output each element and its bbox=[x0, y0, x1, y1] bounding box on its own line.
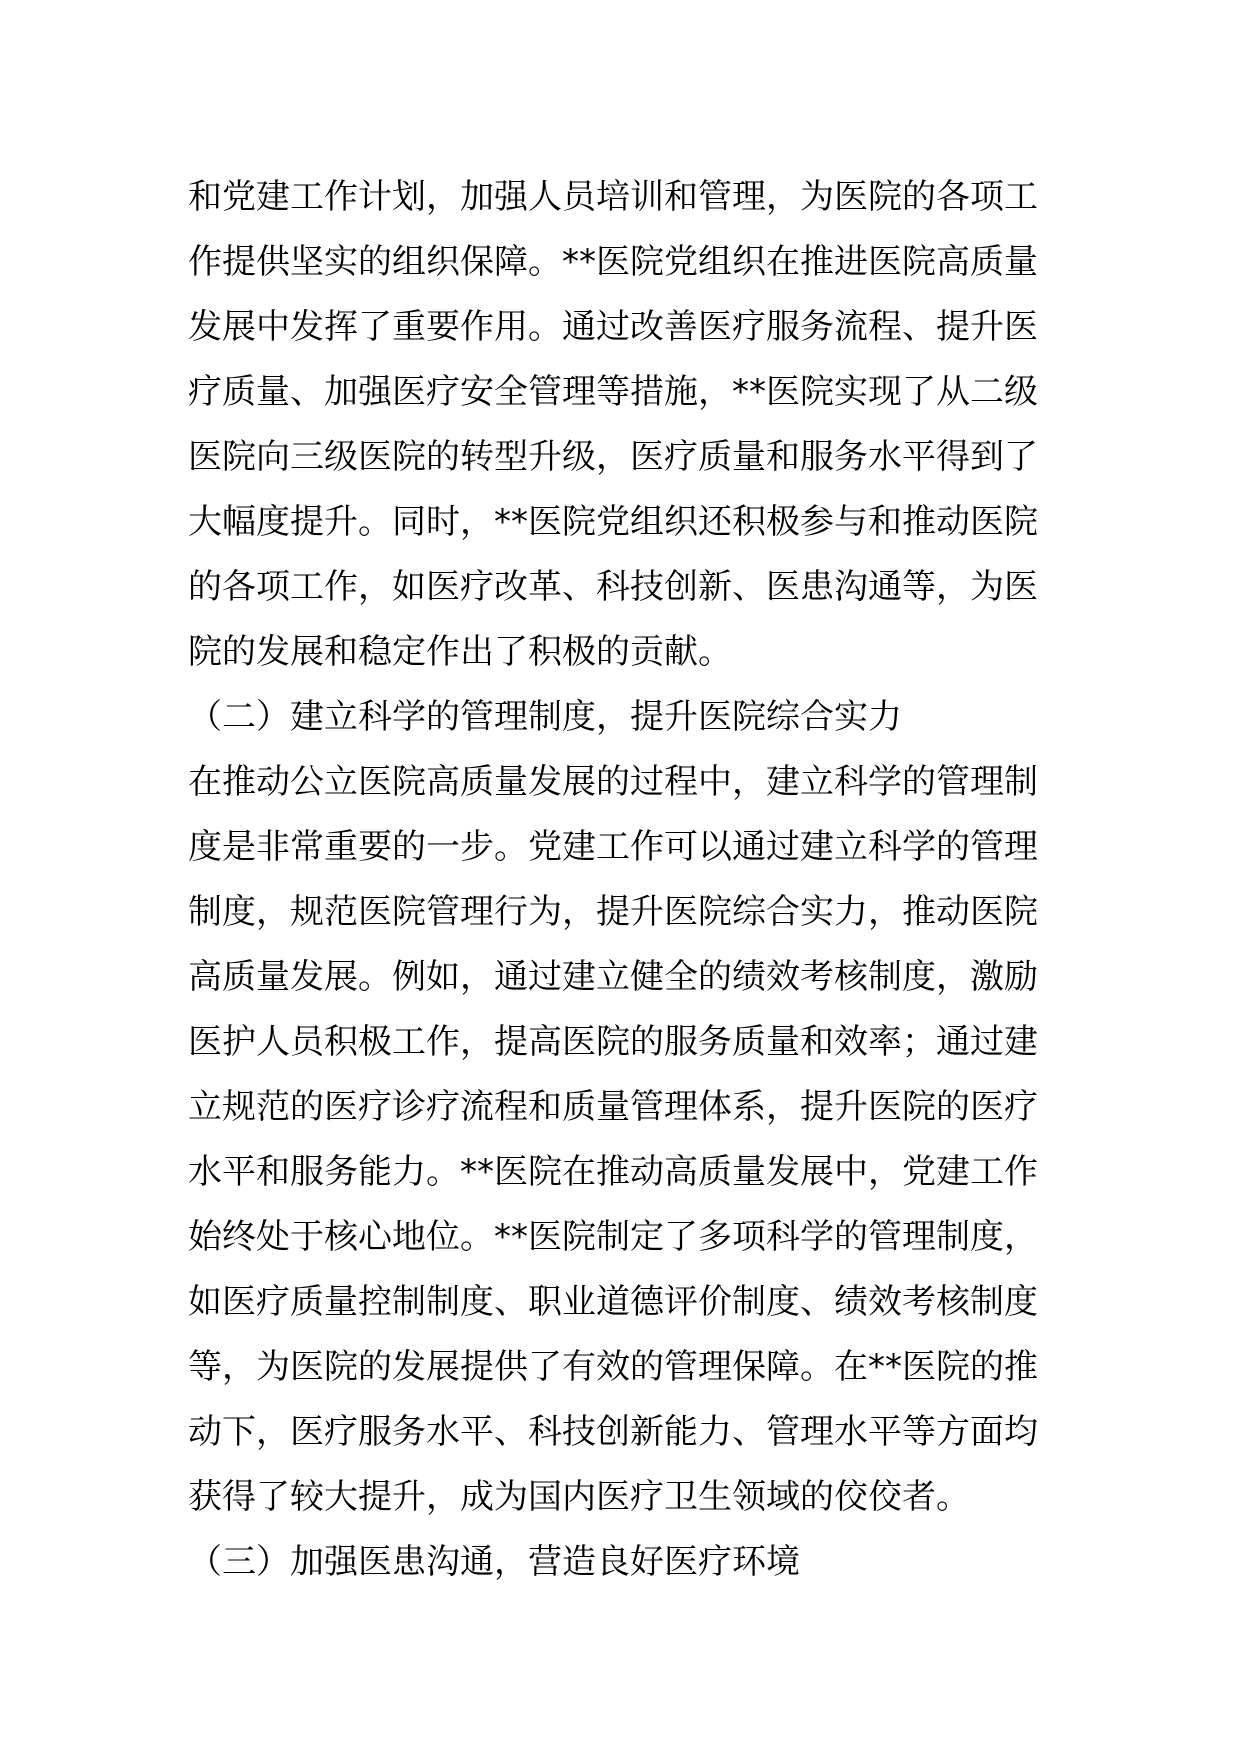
text-line: 发展中发挥了重要作用。通过改善医疗服务流程、提升医 bbox=[188, 307, 1038, 347]
paragraph-1 bbox=[188, 165, 1068, 685]
text-line: 如医疗质量控制制度、职业道德评价制度、绩效考核制度 bbox=[188, 1282, 1038, 1322]
text-line: 水平和服务能力。**医院在推动高质量发展中，党建工作 bbox=[188, 1152, 1038, 1192]
paragraph-2 bbox=[188, 750, 1068, 1530]
text-line: 医院向三级医院的转型升级，医疗质量和服务水平得到了 bbox=[188, 437, 1038, 477]
text-line: 院的发展和稳定作出了积极的贡献。 bbox=[188, 632, 732, 672]
section-heading-3: （三）加强医患沟通，营造良好医疗环境 bbox=[188, 1542, 800, 1582]
text-line: 动下，医疗服务水平、科技创新能力、管理水平等方面均 bbox=[188, 1412, 1038, 1452]
text-line: 高质量发展。例如，通过建立健全的绩效考核制度，激励 bbox=[188, 957, 1038, 997]
document-body bbox=[188, 165, 1068, 1595]
text-line: 立规范的医疗诊疗流程和质量管理体系，提升医院的医疗 bbox=[188, 1087, 1038, 1127]
text-line: 作提供坚实的组织保障。**医院党组织在推进医院高质量 bbox=[188, 242, 1038, 282]
text-line: 在推动公立医院高质量发展的过程中，建立科学的管理制 bbox=[188, 762, 1038, 802]
text-line: 度是非常重要的一步。党建工作可以通过建立科学的管理 bbox=[188, 827, 1038, 867]
text-line: 始终处于核心地位。**医院制定了多项科学的管理制度， bbox=[188, 1217, 1038, 1257]
text-line: 医护人员积极工作，提高医院的服务质量和效率；通过建 bbox=[188, 1022, 1038, 1062]
text-line: 等，为医院的发展提供了有效的管理保障。在**医院的推 bbox=[188, 1347, 1038, 1387]
text-line: 和党建工作计划，加强人员培训和管理，为医院的各项工 bbox=[188, 177, 1038, 217]
text-line: 疗质量、加强医疗安全管理等措施，**医院实现了从二级 bbox=[188, 372, 1038, 412]
text-line: 的各项工作，如医疗改革、科技创新、医患沟通等，为医 bbox=[188, 567, 1038, 607]
section-heading-2: （二）建立科学的管理制度，提升医院综合实力 bbox=[188, 697, 902, 737]
text-line: 获得了较大提升，成为国内医疗卫生领域的佼佼者。 bbox=[188, 1477, 970, 1517]
text-line: 大幅度提升。同时，**医院党组织还积极参与和推动医院 bbox=[188, 502, 1038, 542]
text-line: 制度，规范医院管理行为，提升医院综合实力，推动医院 bbox=[188, 892, 1038, 932]
